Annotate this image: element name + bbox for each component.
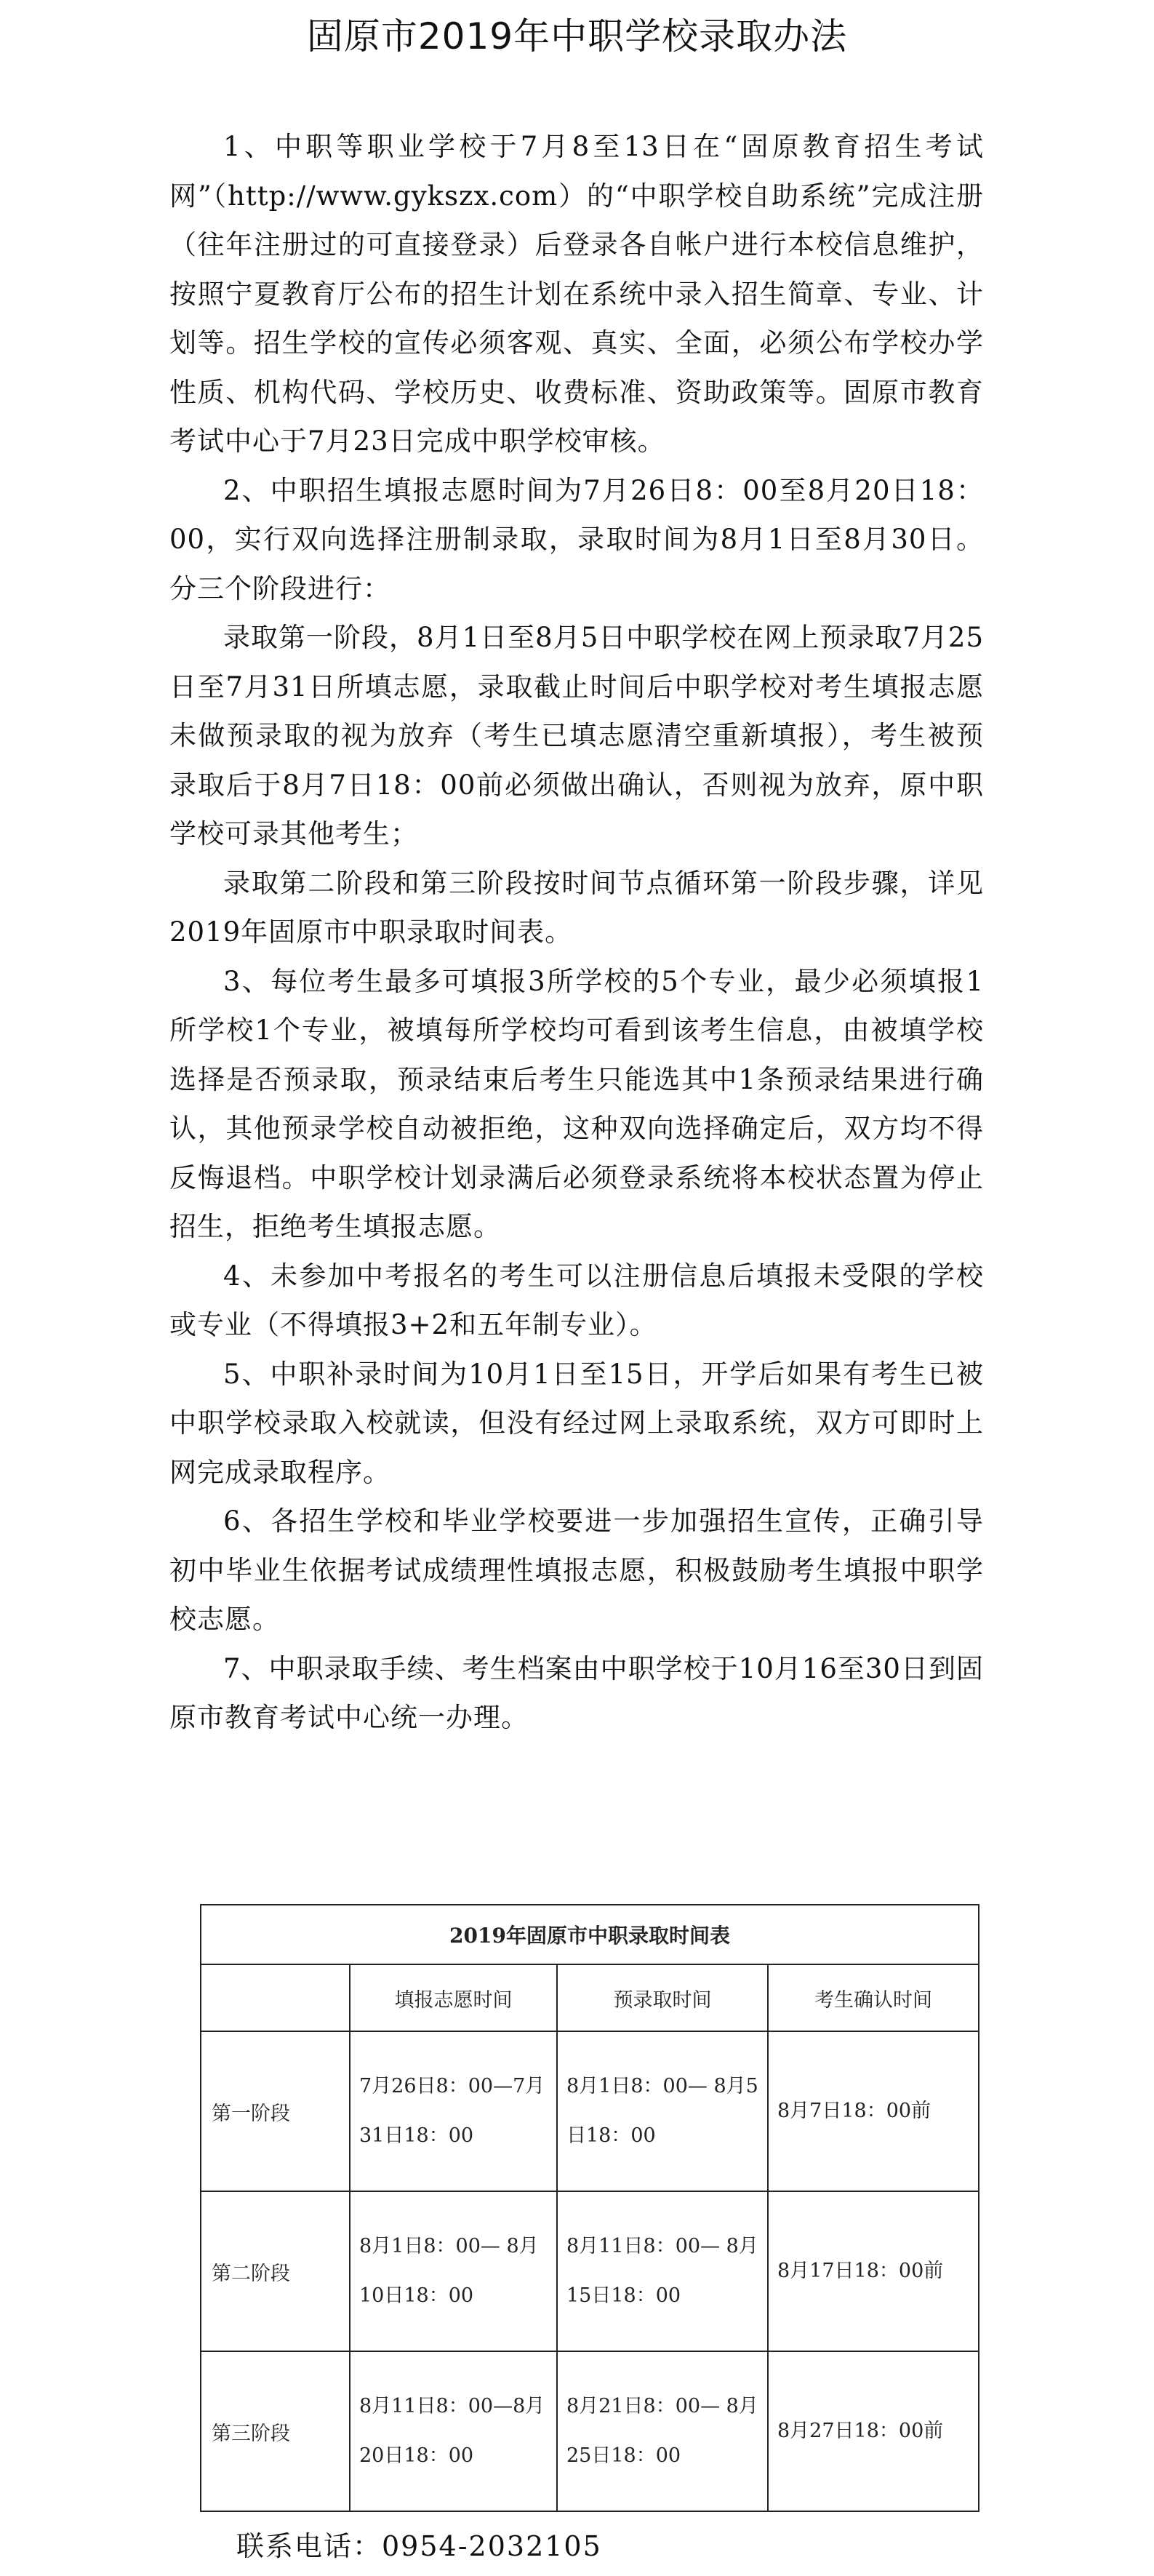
schedule-table <box>200 1904 979 2512</box>
document-body <box>169 122 984 1743</box>
table-header-pre-admit-time: 预录取时间 <box>557 1964 768 2031</box>
paragraph-1: 1、中职等职业学校于7月8至13日在“固原教育招生考试网”（http://www.gykszx.com）的“中职学校自助系统”完成注册（往年注册过的可直接登录）后登录各自帐户进行本校信息维护，按照宁夏教育厅公布的招生计划在系统中录入招生简章、专业、计划等。招生学校的宣传必须客观、真实、全面，必须公布学校办学性质、机构代码、学校历史、收费标准、资助政策等。固原市教育考试中心于7月23日完成中职学校审核。 <box>169 131 984 457</box>
table-header-empty <box>201 1964 350 2031</box>
pre-admit-cell: 8月1日8：00— 8月5日18：00 <box>557 2031 768 2191</box>
stage-label: 第二阶段 <box>201 2191 350 2351</box>
pre-admit-cell: 8月11日8：00— 8月15日18：00 <box>557 2191 768 2351</box>
fill-time-cell: 8月1日8：00— 8月10日18：00 <box>350 2191 557 2351</box>
stage-label: 第一阶段 <box>201 2031 350 2191</box>
paragraph-5: 5、中职补录时间为10月1日至15日，开学后如果有考生已被中职学校录取入校就读，但没有经过网上录取系统，双方可即时上网完成录取程序。 <box>169 1358 984 1488</box>
confirm-cell: 8月7日18：00前 <box>768 2031 979 2191</box>
table-header-row <box>201 1964 979 2031</box>
table-row <box>201 2031 979 2191</box>
contact-phone: 联系电话：0954-2032105 <box>236 2530 602 2562</box>
confirm-cell: 8月17日18：00前 <box>768 2191 979 2351</box>
table-header-confirm-time: 考生确认时间 <box>768 1964 979 2031</box>
confirm-cell: 8月27日18：00前 <box>768 2351 979 2511</box>
table-row <box>201 2351 979 2511</box>
paragraph-stage-2-3: 录取第二阶段和第三阶段按时间节点循环第一阶段步骤，详见2019年固原市中职录取时间表。 <box>169 867 984 948</box>
paragraph-7: 7、中职录取手续、考生档案由中职学校于10月16至30日到固原市教育考试中心统一办理。 <box>169 1652 984 1733</box>
paragraph-3: 3、每位考生最多可填报3所学校的5个专业，最少必须填报1所学校1个专业，被填每所学校均可看到该考生信息，由被填学校选择是否预录取，预录结束后考生只能选其中1条预录结果进行确认，其他预录学校自动被拒绝，这种双向选择确定后，双方均不得反悔退档。中职学校计划录满后必须登录系统将本校状态置为停止招生，拒绝考生填报志愿。 <box>169 965 984 1242</box>
paragraph-stage-1: 录取第一阶段，8月1日至8月5日中职学校在网上预录取7月25日至7月31日所填志愿，录取截止时间后中职学校对考生填报志愿未做预录取的视为放弃（考生已填志愿清空重新填报），考生被预录取后于8月7日18：00前必须做出确认，否则视为放弃，原中职学校可录其他考生； <box>169 622 984 849</box>
paragraph-6: 6、各招生学校和毕业学校要进一步加强招生宣传，正确引导初中毕业生依据考试成绩理性填报志愿，积极鼓励考生填报中职学校志愿。 <box>169 1505 984 1635</box>
fill-time-cell: 8月11日8：00—8月20日18：00 <box>350 2351 557 2511</box>
fill-time-cell: 7月26日8：00—7月31日18：00 <box>350 2031 557 2191</box>
document-title: 固原市2019年中职学校录取办法 <box>306 15 848 57</box>
table-header-fill-time: 填报志愿时间 <box>350 1964 557 2031</box>
schedule-table-container <box>200 1904 978 2512</box>
table-row <box>201 2191 979 2351</box>
table-caption: 2019年固原市中职录取时间表 <box>201 1905 979 1964</box>
paragraph-4: 4、未参加中考报名的考生可以注册信息后填报未受限的学校或专业（不得填报3+2和五年制专业）。 <box>169 1260 984 1340</box>
stage-label: 第三阶段 <box>201 2351 350 2511</box>
paragraph-2: 2、中职招生填报志愿时间为7月26日8：00至8月20日18：00，实行双向选择注册制录取，录取时间为8月1日至8月30日。分三个阶段进行： <box>169 474 984 604</box>
pre-admit-cell: 8月21日8：00— 8月25日18：00 <box>557 2351 768 2511</box>
